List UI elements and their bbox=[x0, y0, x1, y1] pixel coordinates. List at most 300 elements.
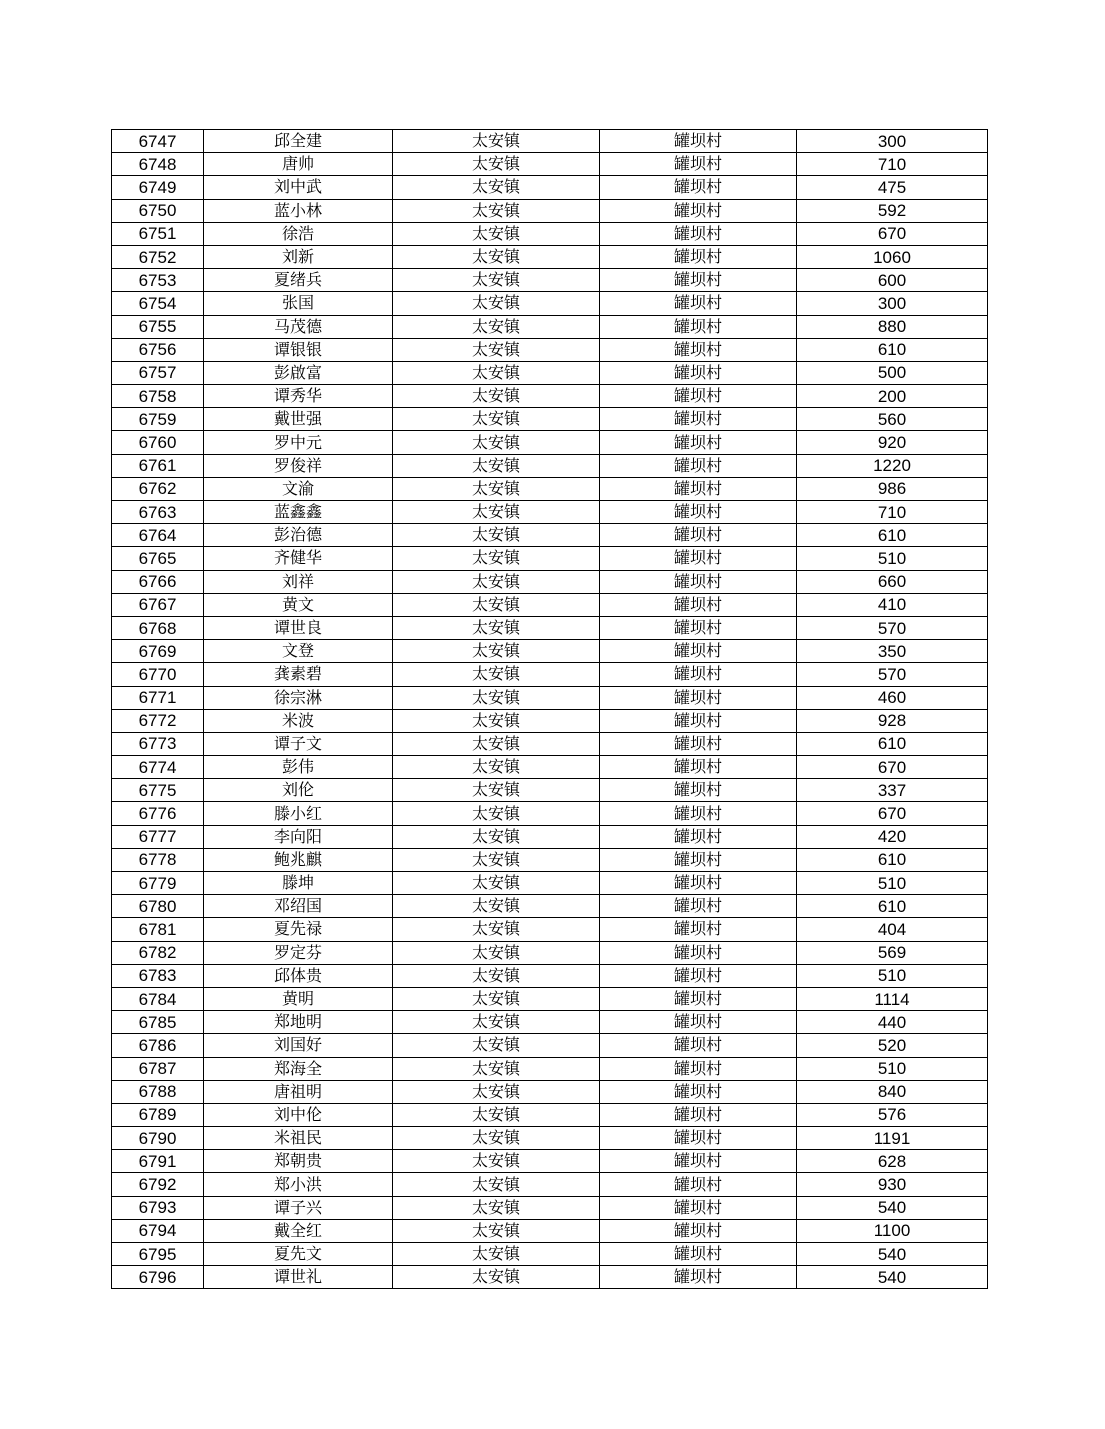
name-cell: 龚素碧 bbox=[204, 663, 393, 686]
amount-cell: 540 bbox=[797, 1243, 988, 1266]
row-number-cell: 6773 bbox=[112, 732, 204, 755]
village-cell: 罐坝村 bbox=[600, 1150, 797, 1173]
town-cell: 太安镇 bbox=[393, 153, 600, 176]
name-cell: 文登 bbox=[204, 640, 393, 663]
row-number-cell: 6777 bbox=[112, 825, 204, 848]
table-row bbox=[112, 361, 988, 384]
row-number-cell: 6787 bbox=[112, 1057, 204, 1080]
name-cell: 唐帅 bbox=[204, 153, 393, 176]
row-number-cell: 6788 bbox=[112, 1080, 204, 1103]
amount-cell: 420 bbox=[797, 825, 988, 848]
row-number-cell: 6784 bbox=[112, 987, 204, 1010]
village-cell: 罐坝村 bbox=[600, 547, 797, 570]
town-cell: 太安镇 bbox=[393, 663, 600, 686]
town-cell: 太安镇 bbox=[393, 176, 600, 199]
town-cell: 太安镇 bbox=[393, 709, 600, 732]
name-cell: 邓绍国 bbox=[204, 895, 393, 918]
amount-cell: 510 bbox=[797, 547, 988, 570]
village-cell: 罐坝村 bbox=[600, 1243, 797, 1266]
row-number-cell: 6752 bbox=[112, 245, 204, 268]
name-cell: 蓝鑫鑫 bbox=[204, 501, 393, 524]
village-cell: 罐坝村 bbox=[600, 640, 797, 663]
row-number-cell: 6748 bbox=[112, 153, 204, 176]
village-cell: 罐坝村 bbox=[600, 292, 797, 315]
village-cell: 罐坝村 bbox=[600, 1266, 797, 1289]
town-cell: 太安镇 bbox=[393, 1034, 600, 1057]
amount-cell: 410 bbox=[797, 593, 988, 616]
name-cell: 夏绪兵 bbox=[204, 269, 393, 292]
amount-cell: 337 bbox=[797, 779, 988, 802]
town-cell: 太安镇 bbox=[393, 454, 600, 477]
table-row bbox=[112, 825, 988, 848]
table-row bbox=[112, 779, 988, 802]
village-cell: 罐坝村 bbox=[600, 732, 797, 755]
amount-cell: 475 bbox=[797, 176, 988, 199]
table-row bbox=[112, 1127, 988, 1150]
name-cell: 罗中元 bbox=[204, 431, 393, 454]
table-row bbox=[112, 1080, 988, 1103]
table-row bbox=[112, 732, 988, 755]
town-cell: 太安镇 bbox=[393, 593, 600, 616]
amount-cell: 200 bbox=[797, 385, 988, 408]
amount-cell: 592 bbox=[797, 199, 988, 222]
table-row bbox=[112, 315, 988, 338]
name-cell: 刘新 bbox=[204, 245, 393, 268]
row-number-cell: 6756 bbox=[112, 338, 204, 361]
town-cell: 太安镇 bbox=[393, 1266, 600, 1289]
village-cell: 罐坝村 bbox=[600, 1196, 797, 1219]
amount-cell: 300 bbox=[797, 292, 988, 315]
table-row bbox=[112, 153, 988, 176]
amount-cell: 1060 bbox=[797, 245, 988, 268]
amount-cell: 610 bbox=[797, 848, 988, 871]
name-cell: 刘中伦 bbox=[204, 1103, 393, 1126]
amount-cell: 610 bbox=[797, 338, 988, 361]
table-body bbox=[112, 130, 988, 1289]
village-cell: 罐坝村 bbox=[600, 477, 797, 500]
row-number-cell: 6753 bbox=[112, 269, 204, 292]
village-cell: 罐坝村 bbox=[600, 1219, 797, 1242]
village-cell: 罐坝村 bbox=[600, 269, 797, 292]
amount-cell: 710 bbox=[797, 153, 988, 176]
row-number-cell: 6792 bbox=[112, 1173, 204, 1196]
row-number-cell: 6776 bbox=[112, 802, 204, 825]
town-cell: 太安镇 bbox=[393, 222, 600, 245]
village-cell: 罐坝村 bbox=[600, 709, 797, 732]
name-cell: 郑小洪 bbox=[204, 1173, 393, 1196]
name-cell: 张国 bbox=[204, 292, 393, 315]
town-cell: 太安镇 bbox=[393, 1011, 600, 1034]
table-row bbox=[112, 524, 988, 547]
amount-cell: 560 bbox=[797, 408, 988, 431]
town-cell: 太安镇 bbox=[393, 686, 600, 709]
name-cell: 刘中武 bbox=[204, 176, 393, 199]
name-cell: 罗定芬 bbox=[204, 941, 393, 964]
table-row bbox=[112, 199, 988, 222]
town-cell: 太安镇 bbox=[393, 1127, 600, 1150]
town-cell: 太安镇 bbox=[393, 245, 600, 268]
town-cell: 太安镇 bbox=[393, 269, 600, 292]
table-row bbox=[112, 941, 988, 964]
amount-cell: 1114 bbox=[797, 987, 988, 1010]
row-number-cell: 6750 bbox=[112, 199, 204, 222]
village-cell: 罐坝村 bbox=[600, 130, 797, 153]
row-number-cell: 6795 bbox=[112, 1243, 204, 1266]
village-cell: 罐坝村 bbox=[600, 153, 797, 176]
amount-cell: 440 bbox=[797, 1011, 988, 1034]
amount-cell: 1220 bbox=[797, 454, 988, 477]
amount-cell: 920 bbox=[797, 431, 988, 454]
village-cell: 罐坝村 bbox=[600, 1103, 797, 1126]
town-cell: 太安镇 bbox=[393, 570, 600, 593]
name-cell: 邱全建 bbox=[204, 130, 393, 153]
table-row bbox=[112, 547, 988, 570]
row-number-cell: 6763 bbox=[112, 501, 204, 524]
row-number-cell: 6765 bbox=[112, 547, 204, 570]
row-number-cell: 6771 bbox=[112, 686, 204, 709]
table-row bbox=[112, 477, 988, 500]
village-cell: 罐坝村 bbox=[600, 501, 797, 524]
amount-cell: 520 bbox=[797, 1034, 988, 1057]
name-cell: 徐宗淋 bbox=[204, 686, 393, 709]
row-number-cell: 6794 bbox=[112, 1219, 204, 1242]
town-cell: 太安镇 bbox=[393, 1150, 600, 1173]
town-cell: 太安镇 bbox=[393, 431, 600, 454]
amount-cell: 660 bbox=[797, 570, 988, 593]
amount-cell: 576 bbox=[797, 1103, 988, 1126]
name-cell: 滕小红 bbox=[204, 802, 393, 825]
table-row bbox=[112, 756, 988, 779]
table-row bbox=[112, 454, 988, 477]
town-cell: 太安镇 bbox=[393, 987, 600, 1010]
name-cell: 唐祖明 bbox=[204, 1080, 393, 1103]
village-cell: 罐坝村 bbox=[600, 245, 797, 268]
table-row bbox=[112, 1011, 988, 1034]
village-cell: 罐坝村 bbox=[600, 524, 797, 547]
town-cell: 太安镇 bbox=[393, 1103, 600, 1126]
table-row bbox=[112, 593, 988, 616]
table-row bbox=[112, 292, 988, 315]
town-cell: 太安镇 bbox=[393, 1243, 600, 1266]
town-cell: 太安镇 bbox=[393, 477, 600, 500]
town-cell: 太安镇 bbox=[393, 918, 600, 941]
village-cell: 罐坝村 bbox=[600, 848, 797, 871]
town-cell: 太安镇 bbox=[393, 501, 600, 524]
amount-cell: 350 bbox=[797, 640, 988, 663]
row-number-cell: 6769 bbox=[112, 640, 204, 663]
town-cell: 太安镇 bbox=[393, 361, 600, 384]
amount-cell: 570 bbox=[797, 663, 988, 686]
name-cell: 谭银银 bbox=[204, 338, 393, 361]
name-cell: 蓝小林 bbox=[204, 199, 393, 222]
village-cell: 罐坝村 bbox=[600, 570, 797, 593]
village-cell: 罐坝村 bbox=[600, 964, 797, 987]
row-number-cell: 6772 bbox=[112, 709, 204, 732]
table-row bbox=[112, 1103, 988, 1126]
town-cell: 太安镇 bbox=[393, 616, 600, 639]
row-number-cell: 6782 bbox=[112, 941, 204, 964]
town-cell: 太安镇 bbox=[393, 1173, 600, 1196]
name-cell: 戴世强 bbox=[204, 408, 393, 431]
name-cell: 文渝 bbox=[204, 477, 393, 500]
town-cell: 太安镇 bbox=[393, 292, 600, 315]
name-cell: 彭啟富 bbox=[204, 361, 393, 384]
row-number-cell: 6767 bbox=[112, 593, 204, 616]
town-cell: 太安镇 bbox=[393, 385, 600, 408]
table-row bbox=[112, 1196, 988, 1219]
amount-cell: 1191 bbox=[797, 1127, 988, 1150]
village-cell: 罐坝村 bbox=[600, 1057, 797, 1080]
row-number-cell: 6770 bbox=[112, 663, 204, 686]
town-cell: 太安镇 bbox=[393, 895, 600, 918]
table-row bbox=[112, 431, 988, 454]
town-cell: 太安镇 bbox=[393, 802, 600, 825]
town-cell: 太安镇 bbox=[393, 315, 600, 338]
town-cell: 太安镇 bbox=[393, 872, 600, 895]
table-row bbox=[112, 686, 988, 709]
table-row bbox=[112, 176, 988, 199]
name-cell: 李向阳 bbox=[204, 825, 393, 848]
village-cell: 罐坝村 bbox=[600, 686, 797, 709]
table-row bbox=[112, 1243, 988, 1266]
row-number-cell: 6761 bbox=[112, 454, 204, 477]
amount-cell: 928 bbox=[797, 709, 988, 732]
amount-cell: 510 bbox=[797, 964, 988, 987]
amount-cell: 880 bbox=[797, 315, 988, 338]
town-cell: 太安镇 bbox=[393, 199, 600, 222]
town-cell: 太安镇 bbox=[393, 779, 600, 802]
town-cell: 太安镇 bbox=[393, 756, 600, 779]
amount-cell: 460 bbox=[797, 686, 988, 709]
name-cell: 郑朝贵 bbox=[204, 1150, 393, 1173]
name-cell: 彭伟 bbox=[204, 756, 393, 779]
village-cell: 罐坝村 bbox=[600, 802, 797, 825]
name-cell: 徐浩 bbox=[204, 222, 393, 245]
row-number-cell: 6789 bbox=[112, 1103, 204, 1126]
name-cell: 谭世良 bbox=[204, 616, 393, 639]
amount-cell: 610 bbox=[797, 895, 988, 918]
name-cell: 刘祥 bbox=[204, 570, 393, 593]
village-cell: 罐坝村 bbox=[600, 663, 797, 686]
name-cell: 齐健华 bbox=[204, 547, 393, 570]
table-row bbox=[112, 1266, 988, 1289]
table-row bbox=[112, 385, 988, 408]
name-cell: 夏先禄 bbox=[204, 918, 393, 941]
amount-cell: 500 bbox=[797, 361, 988, 384]
row-number-cell: 6759 bbox=[112, 408, 204, 431]
amount-cell: 569 bbox=[797, 941, 988, 964]
row-number-cell: 6764 bbox=[112, 524, 204, 547]
table-row bbox=[112, 245, 988, 268]
town-cell: 太安镇 bbox=[393, 964, 600, 987]
row-number-cell: 6755 bbox=[112, 315, 204, 338]
name-cell: 鲍兆麒 bbox=[204, 848, 393, 871]
town-cell: 太安镇 bbox=[393, 1080, 600, 1103]
table-row bbox=[112, 895, 988, 918]
row-number-cell: 6760 bbox=[112, 431, 204, 454]
table-row bbox=[112, 1150, 988, 1173]
table-row bbox=[112, 802, 988, 825]
table-row bbox=[112, 848, 988, 871]
town-cell: 太安镇 bbox=[393, 408, 600, 431]
village-cell: 罐坝村 bbox=[600, 176, 797, 199]
name-cell: 彭治德 bbox=[204, 524, 393, 547]
row-number-cell: 6781 bbox=[112, 918, 204, 941]
row-number-cell: 6751 bbox=[112, 222, 204, 245]
amount-cell: 628 bbox=[797, 1150, 988, 1173]
row-number-cell: 6754 bbox=[112, 292, 204, 315]
name-cell: 夏先文 bbox=[204, 1243, 393, 1266]
row-number-cell: 6786 bbox=[112, 1034, 204, 1057]
table-row bbox=[112, 269, 988, 292]
village-cell: 罐坝村 bbox=[600, 987, 797, 1010]
table-row bbox=[112, 570, 988, 593]
name-cell: 谭秀华 bbox=[204, 385, 393, 408]
town-cell: 太安镇 bbox=[393, 547, 600, 570]
town-cell: 太安镇 bbox=[393, 1219, 600, 1242]
row-number-cell: 6757 bbox=[112, 361, 204, 384]
row-number-cell: 6775 bbox=[112, 779, 204, 802]
row-number-cell: 6768 bbox=[112, 616, 204, 639]
row-number-cell: 6791 bbox=[112, 1150, 204, 1173]
table-row bbox=[112, 338, 988, 361]
name-cell: 谭子文 bbox=[204, 732, 393, 755]
name-cell: 滕坤 bbox=[204, 872, 393, 895]
table-row bbox=[112, 987, 988, 1010]
name-cell: 谭世礼 bbox=[204, 1266, 393, 1289]
table-row bbox=[112, 964, 988, 987]
amount-cell: 670 bbox=[797, 756, 988, 779]
row-number-cell: 6785 bbox=[112, 1011, 204, 1034]
row-number-cell: 6762 bbox=[112, 477, 204, 500]
amount-cell: 930 bbox=[797, 1173, 988, 1196]
name-cell: 郑海全 bbox=[204, 1057, 393, 1080]
data-table bbox=[111, 129, 988, 1289]
row-number-cell: 6778 bbox=[112, 848, 204, 871]
name-cell: 谭子兴 bbox=[204, 1196, 393, 1219]
name-cell: 马茂德 bbox=[204, 315, 393, 338]
village-cell: 罐坝村 bbox=[600, 1080, 797, 1103]
amount-cell: 986 bbox=[797, 477, 988, 500]
amount-cell: 300 bbox=[797, 130, 988, 153]
village-cell: 罐坝村 bbox=[600, 1011, 797, 1034]
name-cell: 罗俊祥 bbox=[204, 454, 393, 477]
village-cell: 罐坝村 bbox=[600, 385, 797, 408]
village-cell: 罐坝村 bbox=[600, 593, 797, 616]
row-number-cell: 6766 bbox=[112, 570, 204, 593]
row-number-cell: 6779 bbox=[112, 872, 204, 895]
amount-cell: 670 bbox=[797, 802, 988, 825]
table-row bbox=[112, 1173, 988, 1196]
village-cell: 罐坝村 bbox=[600, 756, 797, 779]
amount-cell: 570 bbox=[797, 616, 988, 639]
table-row bbox=[112, 1219, 988, 1242]
amount-cell: 540 bbox=[797, 1196, 988, 1219]
village-cell: 罐坝村 bbox=[600, 1034, 797, 1057]
village-cell: 罐坝村 bbox=[600, 361, 797, 384]
name-cell: 黄明 bbox=[204, 987, 393, 1010]
amount-cell: 840 bbox=[797, 1080, 988, 1103]
town-cell: 太安镇 bbox=[393, 524, 600, 547]
village-cell: 罐坝村 bbox=[600, 454, 797, 477]
village-cell: 罐坝村 bbox=[600, 918, 797, 941]
amount-cell: 610 bbox=[797, 732, 988, 755]
village-cell: 罐坝村 bbox=[600, 199, 797, 222]
table-row bbox=[112, 616, 988, 639]
town-cell: 太安镇 bbox=[393, 338, 600, 361]
name-cell: 米祖民 bbox=[204, 1127, 393, 1150]
village-cell: 罐坝村 bbox=[600, 872, 797, 895]
row-number-cell: 6780 bbox=[112, 895, 204, 918]
table-row bbox=[112, 663, 988, 686]
town-cell: 太安镇 bbox=[393, 640, 600, 663]
amount-cell: 710 bbox=[797, 501, 988, 524]
row-number-cell: 6790 bbox=[112, 1127, 204, 1150]
row-number-cell: 6796 bbox=[112, 1266, 204, 1289]
amount-cell: 600 bbox=[797, 269, 988, 292]
village-cell: 罐坝村 bbox=[600, 1127, 797, 1150]
village-cell: 罐坝村 bbox=[600, 941, 797, 964]
village-cell: 罐坝村 bbox=[600, 779, 797, 802]
table-row bbox=[112, 640, 988, 663]
table-row bbox=[112, 918, 988, 941]
village-cell: 罐坝村 bbox=[600, 825, 797, 848]
row-number-cell: 6774 bbox=[112, 756, 204, 779]
table-row bbox=[112, 872, 988, 895]
row-number-cell: 6793 bbox=[112, 1196, 204, 1219]
name-cell: 刘伦 bbox=[204, 779, 393, 802]
town-cell: 太安镇 bbox=[393, 1057, 600, 1080]
village-cell: 罐坝村 bbox=[600, 315, 797, 338]
village-cell: 罐坝村 bbox=[600, 616, 797, 639]
amount-cell: 510 bbox=[797, 872, 988, 895]
name-cell: 戴全红 bbox=[204, 1219, 393, 1242]
town-cell: 太安镇 bbox=[393, 130, 600, 153]
village-cell: 罐坝村 bbox=[600, 895, 797, 918]
town-cell: 太安镇 bbox=[393, 848, 600, 871]
table-row bbox=[112, 1057, 988, 1080]
name-cell: 黄文 bbox=[204, 593, 393, 616]
name-cell: 邱体贵 bbox=[204, 964, 393, 987]
row-number-cell: 6783 bbox=[112, 964, 204, 987]
table-row bbox=[112, 709, 988, 732]
town-cell: 太安镇 bbox=[393, 941, 600, 964]
village-cell: 罐坝村 bbox=[600, 338, 797, 361]
row-number-cell: 6749 bbox=[112, 176, 204, 199]
amount-cell: 540 bbox=[797, 1266, 988, 1289]
village-cell: 罐坝村 bbox=[600, 1173, 797, 1196]
name-cell: 米波 bbox=[204, 709, 393, 732]
village-cell: 罐坝村 bbox=[600, 431, 797, 454]
town-cell: 太安镇 bbox=[393, 1196, 600, 1219]
amount-cell: 1100 bbox=[797, 1219, 988, 1242]
table-row bbox=[112, 501, 988, 524]
name-cell: 刘国好 bbox=[204, 1034, 393, 1057]
row-number-cell: 6758 bbox=[112, 385, 204, 408]
amount-cell: 670 bbox=[797, 222, 988, 245]
village-cell: 罐坝村 bbox=[600, 408, 797, 431]
name-cell: 郑地明 bbox=[204, 1011, 393, 1034]
table-row bbox=[112, 1034, 988, 1057]
town-cell: 太安镇 bbox=[393, 732, 600, 755]
amount-cell: 510 bbox=[797, 1057, 988, 1080]
table-row bbox=[112, 130, 988, 153]
table-row bbox=[112, 222, 988, 245]
row-number-cell: 6747 bbox=[112, 130, 204, 153]
amount-cell: 404 bbox=[797, 918, 988, 941]
town-cell: 太安镇 bbox=[393, 825, 600, 848]
amount-cell: 610 bbox=[797, 524, 988, 547]
